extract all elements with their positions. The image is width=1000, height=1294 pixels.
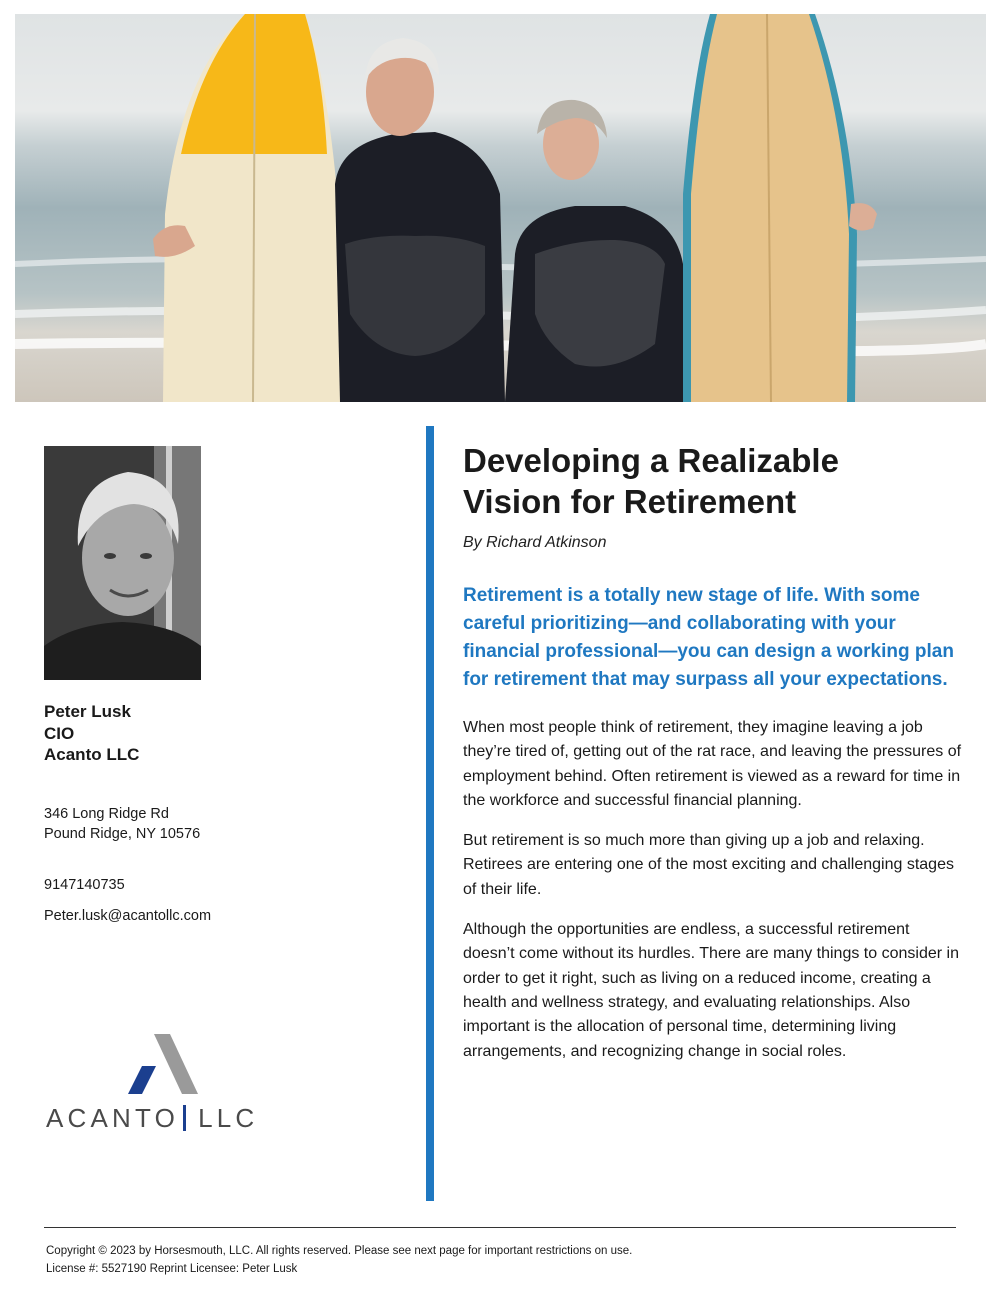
article-paragraph: When most people think of retirement, they imagine leaving a job they’re tired of, getting out of the rat race, and leaving the pressures of employment behind. Often retirement is viewed as a reward for time in the workforce and successful financial planning. <box>463 719 962 809</box>
article-paragraph: Although the opportunities are endless, a successful retirement doesn’t come without its hurdles. There are many things to consider in order to get it right, such as living on a reduced income, creating a health and wellness strategy, and evaluating relationships. Also important is the allocation of personal time, determining living arrangements, and recognizing change in social roles. <box>463 921 959 1060</box>
footer-rule <box>44 1227 956 1228</box>
article-title <box>463 440 963 522</box>
advisor-headshot <box>44 446 201 680</box>
title-line-2: Vision for Retirement <box>463 483 797 520</box>
advisor-role: CIO <box>44 723 75 743</box>
column-divider <box>426 426 434 1201</box>
advisor-phone: 9147140735 <box>44 877 125 893</box>
advisor-company: Acanto LLC <box>44 745 140 764</box>
footer-copyright: Copyright © 2023 by Horsesmouth, LLC. All rights reserved. Please see next page for important restrictions on use. <box>46 1245 633 1257</box>
article-paragraph: But retirement is so much more than giving up a job and relaxing. Retirees are entering one of the most exciting and challenging stages of their life. <box>463 832 954 898</box>
title-line-1: Developing a Realizable <box>463 442 839 479</box>
acanto-logo-wordmark <box>46 1103 258 1134</box>
advisor-email[interactable]: Peter.lusk@acantollc.com <box>44 908 212 924</box>
article-lede: Retirement is a totally new stage of life. With some careful prioritizing—and collaborating with your financial professional—you can design a working plan for retirement that may surpass all your expectations. <box>463 585 954 690</box>
advisor-name: Peter Lusk <box>44 702 131 721</box>
article-byline: By Richard Atkinson <box>463 534 607 551</box>
logo-word-right: LLC <box>198 1103 259 1133</box>
address-line-1: 346 Long Ridge Rd <box>44 806 169 822</box>
logo-separator <box>183 1105 186 1131</box>
advisor-identity <box>44 701 139 766</box>
advisor-headshot-illustration <box>44 446 201 680</box>
logo-word-left: ACANTO <box>46 1103 180 1133</box>
advisor-address <box>44 805 200 844</box>
footer-license: License #: 5527190 Reprint Licensee: Peter Lusk <box>46 1263 298 1275</box>
surfers-illustration <box>15 14 986 402</box>
address-line-2: Pound Ridge, NY 10576 <box>44 825 201 842</box>
article <box>463 440 963 1064</box>
footer <box>46 1242 632 1278</box>
hero-photo <box>15 14 986 402</box>
